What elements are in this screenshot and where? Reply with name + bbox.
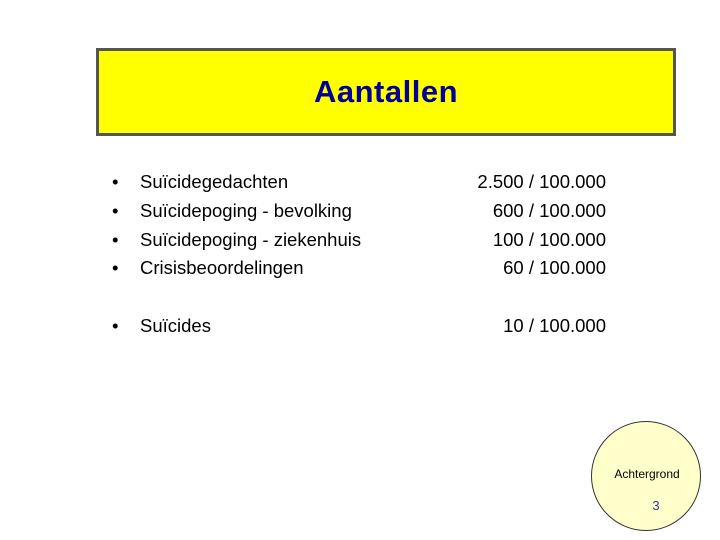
item-label: Suïcides (140, 315, 211, 336)
item-value: 60 / 100.000 (503, 257, 606, 278)
bullet: • (112, 257, 119, 278)
title-box (96, 48, 676, 136)
achtergrond-badge[interactable] (591, 421, 701, 531)
item-label: Crisisbeoordelingen (140, 257, 304, 278)
slide-title: Aantallen (313, 74, 459, 109)
list-item (0, 196, 720, 226)
bullet: • (112, 229, 119, 250)
bullet: • (112, 315, 119, 336)
item-label: Suïcidegedachten (140, 171, 289, 192)
page-number: 3 (652, 498, 660, 513)
bullet: • (112, 171, 119, 192)
item-value: 100 / 100.000 (492, 229, 606, 250)
item-label: Suïcidepoging - ziekenhuis (140, 229, 362, 250)
list-item (0, 167, 720, 197)
list-item (0, 225, 720, 255)
list-item (0, 311, 720, 341)
item-value: 600 / 100.000 (492, 200, 606, 221)
bullet: • (112, 200, 119, 221)
item-label: Suïcidepoging - bevolking (140, 200, 352, 221)
item-value: 10 / 100.000 (503, 315, 606, 336)
badge-label: Achtergrond (614, 467, 680, 481)
item-value: 2.500 / 100.000 (477, 171, 606, 192)
list-item (0, 253, 720, 283)
